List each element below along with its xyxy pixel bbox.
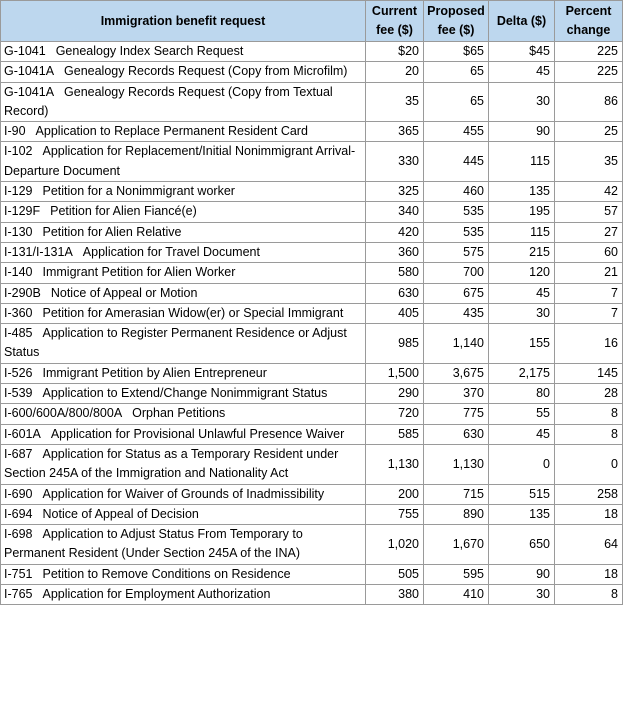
delta-cell: 30 <box>489 303 555 323</box>
header-delta: Delta ($) <box>489 1 555 42</box>
form-description: Application for Waiver of Grounds of Inadmissibility <box>42 486 325 501</box>
request-cell <box>1 504 366 524</box>
percent-change-cell: 145 <box>555 363 623 383</box>
proposed-fee-cell: 370 <box>424 384 489 404</box>
percent-change-cell: 7 <box>555 303 623 323</box>
table-row <box>1 564 623 584</box>
table-row <box>1 42 623 62</box>
delta-cell: 55 <box>489 404 555 424</box>
table-row <box>1 424 623 444</box>
delta-cell: 45 <box>489 62 555 82</box>
form-description: Notice of Appeal of Decision <box>42 506 199 521</box>
request-cell <box>1 444 366 484</box>
proposed-fee-cell: 890 <box>424 504 489 524</box>
table-row <box>1 303 623 323</box>
delta-cell: 515 <box>489 484 555 504</box>
delta-cell: 45 <box>489 424 555 444</box>
request-cell <box>1 222 366 242</box>
request-cell <box>1 122 366 142</box>
table-row <box>1 585 623 605</box>
table-row <box>1 122 623 142</box>
delta-cell: 80 <box>489 384 555 404</box>
table-row <box>1 263 623 283</box>
form-number: I-526 <box>4 365 33 380</box>
form-description: Petition for Alien Fiancé(e) <box>50 204 197 219</box>
request-cell <box>1 384 366 404</box>
current-fee-cell: 340 <box>366 202 424 222</box>
current-fee-cell: 360 <box>366 242 424 262</box>
form-description: Application for Replacement/Initial Nonimmigrant Arrival-Departure Document <box>4 144 356 178</box>
form-description: Petition for Amerasian Widow(er) or Special Immigrant <box>42 305 344 320</box>
request-cell <box>1 202 366 222</box>
current-fee-cell: 290 <box>366 384 424 404</box>
proposed-fee-cell: 675 <box>424 283 489 303</box>
form-description: Genealogy Records Request (Copy from Textual Record) <box>4 84 333 118</box>
form-number: I-600/600A/800/800A <box>4 406 123 421</box>
table-row <box>1 444 623 484</box>
delta-cell: 135 <box>489 182 555 202</box>
percent-change-cell: 35 <box>555 142 623 182</box>
header-current-fee: Current fee ($) <box>366 1 424 42</box>
proposed-fee-cell: 1,140 <box>424 324 489 364</box>
current-fee-cell: 35 <box>366 82 424 122</box>
form-description: Orphan Petitions <box>132 406 226 421</box>
table-row <box>1 62 623 82</box>
form-description: Application for Status as a Temporary Resident under Section 245A of the Immigration and Nationality Act <box>4 446 339 481</box>
form-description: Immigrant Petition for Alien Worker <box>42 265 236 280</box>
form-description: Petition to Remove Conditions on Residence <box>42 566 291 581</box>
form-number: I-131/I-131A <box>4 244 73 259</box>
delta-cell: 90 <box>489 122 555 142</box>
table-row <box>1 404 623 424</box>
request-cell <box>1 484 366 504</box>
form-description: Notice of Appeal or Motion <box>50 285 198 300</box>
request-cell <box>1 525 366 565</box>
request-cell <box>1 404 366 424</box>
percent-change-cell: 16 <box>555 324 623 364</box>
percent-change-cell: 60 <box>555 242 623 262</box>
percent-change-cell: 28 <box>555 384 623 404</box>
request-cell <box>1 585 366 605</box>
request-cell <box>1 564 366 584</box>
proposed-fee-cell: 715 <box>424 484 489 504</box>
form-number: G-1041 <box>4 44 46 58</box>
table-row <box>1 525 623 565</box>
request-cell <box>1 303 366 323</box>
form-description: Application for Employment Authorization <box>42 587 271 602</box>
form-number: I-129 <box>4 184 33 199</box>
proposed-fee-cell: $65 <box>424 42 489 62</box>
form-number: I-687 <box>4 446 33 461</box>
table-row <box>1 504 623 524</box>
header-proposed-fee: Proposed fee ($) <box>424 1 489 42</box>
form-number: I-698 <box>4 527 33 542</box>
request-cell <box>1 142 366 182</box>
percent-change-cell: 7 <box>555 283 623 303</box>
delta-cell: 90 <box>489 564 555 584</box>
current-fee-cell: 405 <box>366 303 424 323</box>
delta-cell: 215 <box>489 242 555 262</box>
request-cell <box>1 82 366 122</box>
table-row <box>1 384 623 404</box>
header-request: Immigration benefit request <box>1 1 366 42</box>
form-number: I-601A <box>4 426 41 441</box>
percent-change-cell: 64 <box>555 525 623 565</box>
current-fee-cell: 580 <box>366 263 424 283</box>
proposed-fee-cell: 445 <box>424 142 489 182</box>
current-fee-cell: 720 <box>366 404 424 424</box>
header-percent-change: Percent change <box>555 1 623 42</box>
form-number: I-290B <box>4 285 41 300</box>
table-row <box>1 202 623 222</box>
form-description: Application for Provisional Unlawful Presence Waiver <box>50 426 345 441</box>
proposed-fee-cell: 700 <box>424 263 489 283</box>
form-description: Application to Adjust Status From Temporary to Permanent Resident (Under Section 245A of the INA) <box>4 527 303 561</box>
proposed-fee-cell: 535 <box>424 202 489 222</box>
delta-cell: 30 <box>489 82 555 122</box>
percent-change-cell: 42 <box>555 182 623 202</box>
current-fee-cell: 200 <box>366 484 424 504</box>
request-cell <box>1 242 366 262</box>
form-description: Petition for a Nonimmigrant worker <box>42 184 235 199</box>
delta-cell: 30 <box>489 585 555 605</box>
proposed-fee-cell: 65 <box>424 82 489 122</box>
delta-cell: 155 <box>489 324 555 364</box>
proposed-fee-cell: 575 <box>424 242 489 262</box>
table-row <box>1 283 623 303</box>
proposed-fee-cell: 1,670 <box>424 525 489 565</box>
proposed-fee-cell: 3,675 <box>424 363 489 383</box>
current-fee-cell: 505 <box>366 564 424 584</box>
percent-change-cell: 18 <box>555 504 623 524</box>
percent-change-cell: 57 <box>555 202 623 222</box>
delta-cell: 2,175 <box>489 363 555 383</box>
proposed-fee-cell: 435 <box>424 303 489 323</box>
delta-cell: 0 <box>489 444 555 484</box>
current-fee-cell: 630 <box>366 283 424 303</box>
table-row <box>1 142 623 182</box>
current-fee-cell: 420 <box>366 222 424 242</box>
percent-change-cell: 0 <box>555 444 623 484</box>
proposed-fee-cell: 65 <box>424 62 489 82</box>
proposed-fee-cell: 535 <box>424 222 489 242</box>
delta-cell: 195 <box>489 202 555 222</box>
form-description: Immigrant Petition by Alien Entrepreneur <box>42 365 267 380</box>
delta-cell: 115 <box>489 222 555 242</box>
proposed-fee-cell: 455 <box>424 122 489 142</box>
table-row <box>1 82 623 122</box>
request-cell <box>1 263 366 283</box>
current-fee-cell: 365 <box>366 122 424 142</box>
delta-cell: 45 <box>489 283 555 303</box>
request-cell <box>1 182 366 202</box>
header-row <box>1 1 623 42</box>
percent-change-cell: 27 <box>555 222 623 242</box>
form-description: Genealogy Records Request (Copy from Microfilm) <box>64 64 348 79</box>
form-number: I-694 <box>4 506 33 521</box>
form-description: Application for Travel Document <box>82 244 260 259</box>
form-number: I-90 <box>4 124 26 139</box>
delta-cell: 120 <box>489 263 555 283</box>
proposed-fee-cell: 775 <box>424 404 489 424</box>
form-number: I-690 <box>4 486 33 501</box>
percent-change-cell: 8 <box>555 424 623 444</box>
current-fee-cell: 755 <box>366 504 424 524</box>
delta-cell: 650 <box>489 525 555 565</box>
request-cell <box>1 42 366 62</box>
form-number: I-360 <box>4 305 33 320</box>
percent-change-cell: 225 <box>555 42 623 62</box>
form-number: I-485 <box>4 326 33 341</box>
request-cell <box>1 62 366 82</box>
table-row <box>1 363 623 383</box>
form-number: I-751 <box>4 566 33 581</box>
current-fee-cell: 1,020 <box>366 525 424 565</box>
form-number: G-1041A <box>4 64 55 79</box>
percent-change-cell: 86 <box>555 82 623 122</box>
form-description: Genealogy Index Search Request <box>55 44 244 58</box>
current-fee-cell: 985 <box>366 324 424 364</box>
current-fee-cell: 585 <box>366 424 424 444</box>
percent-change-cell: 8 <box>555 404 623 424</box>
request-cell <box>1 363 366 383</box>
proposed-fee-cell: 630 <box>424 424 489 444</box>
proposed-fee-cell: 595 <box>424 564 489 584</box>
table-row <box>1 222 623 242</box>
form-description: Application to Register Permanent Residence or Adjust Status <box>4 326 347 360</box>
proposed-fee-cell: 460 <box>424 182 489 202</box>
form-description: Application to Replace Permanent Resident Card <box>35 124 308 139</box>
current-fee-cell: 380 <box>366 585 424 605</box>
proposed-fee-cell: 410 <box>424 585 489 605</box>
percent-change-cell: 25 <box>555 122 623 142</box>
table-row <box>1 242 623 262</box>
table-row <box>1 484 623 504</box>
proposed-fee-cell: 1,130 <box>424 444 489 484</box>
form-number: G-1041A <box>4 84 55 99</box>
percent-change-cell: 18 <box>555 564 623 584</box>
current-fee-cell: 1,500 <box>366 363 424 383</box>
delta-cell: 115 <box>489 142 555 182</box>
delta-cell: 135 <box>489 504 555 524</box>
percent-change-cell: 8 <box>555 585 623 605</box>
request-cell <box>1 424 366 444</box>
form-number: I-140 <box>4 265 33 280</box>
form-number: I-129F <box>4 204 41 219</box>
form-description: Application to Extend/Change Nonimmigrant Status <box>42 386 328 401</box>
delta-cell: $45 <box>489 42 555 62</box>
form-number: I-539 <box>4 386 33 401</box>
request-cell <box>1 283 366 303</box>
form-number: I-102 <box>4 144 33 159</box>
form-number: I-765 <box>4 587 33 602</box>
current-fee-cell: $20 <box>366 42 424 62</box>
current-fee-cell: 20 <box>366 62 424 82</box>
request-cell <box>1 324 366 364</box>
current-fee-cell: 330 <box>366 142 424 182</box>
form-number: I-130 <box>4 224 33 239</box>
table-row <box>1 182 623 202</box>
percent-change-cell: 258 <box>555 484 623 504</box>
table-row <box>1 324 623 364</box>
current-fee-cell: 325 <box>366 182 424 202</box>
fee-table-body <box>1 42 623 605</box>
percent-change-cell: 21 <box>555 263 623 283</box>
percent-change-cell: 225 <box>555 62 623 82</box>
form-description: Petition for Alien Relative <box>42 224 182 239</box>
current-fee-cell: 1,130 <box>366 444 424 484</box>
